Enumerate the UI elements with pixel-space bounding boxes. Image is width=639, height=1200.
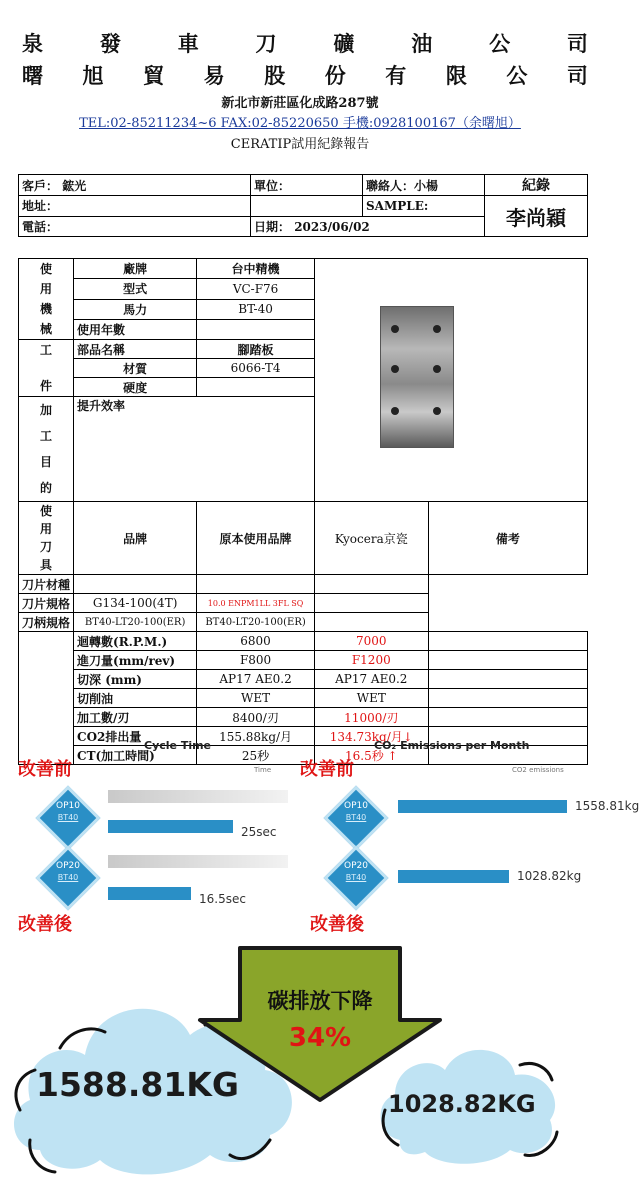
report-title: CERATIP試用紀錄報告 [230, 137, 370, 152]
bolt-icon [391, 325, 399, 333]
side-label-char: 工 [40, 429, 53, 443]
tool-row [19, 594, 588, 613]
chart-bar [108, 820, 233, 833]
machine-row-value: VC-F76 [197, 279, 315, 299]
workpiece-row-value: 6066-T4 [197, 359, 315, 378]
address-cell: 地址： [19, 196, 251, 217]
tool-row-original: G134-100(4T) [74, 594, 197, 613]
chart-legend-co2: CO2 emissions [512, 766, 564, 774]
machine-row-value [197, 319, 315, 339]
tool-row-label: 加工數/刃 [74, 708, 197, 727]
arrow-percent: 34% [288, 1023, 352, 1053]
tool-row [19, 613, 588, 632]
company-char: 發 [99, 31, 121, 56]
company-char: 易 [203, 63, 225, 88]
tool-row-remarks [428, 670, 587, 689]
company-address: 新北市新莊區化成路287號 [221, 96, 379, 111]
company-char: 限 [445, 63, 467, 88]
tools-header-kyocera: Kyocera京瓷 [314, 502, 428, 575]
tool-side-empty [19, 689, 74, 708]
company-char: 貿 [143, 63, 165, 88]
machine-row-label: 馬力 [74, 299, 197, 319]
tool-row-original: AP17 AE0.2 [197, 670, 315, 689]
tool-row [19, 575, 588, 594]
tool-row-kyocera: 16.5秒 ↑ [314, 746, 428, 765]
tool-row-original: 155.88kg/月 [197, 727, 315, 746]
company-char: 公 [506, 63, 528, 88]
main-table [18, 258, 588, 765]
chart-value-label: 1028.82kg [517, 869, 582, 883]
tool-row-label: 進刀量(mm/rev) [74, 651, 197, 670]
workpiece-row-label: 材質 [74, 359, 197, 378]
company-char: 份 [324, 63, 346, 88]
side-label-char: 機 [40, 302, 53, 316]
tool-side-empty [19, 651, 74, 670]
tool-row-kyocera: 10.0 ENPM1LL 3FL SQ [197, 594, 315, 613]
after-label: 改善後 [310, 914, 364, 935]
machine-row-label: 使用年數 [74, 319, 197, 339]
side-label-char: 具 [40, 558, 53, 572]
machine-row-label: 廠牌 [74, 259, 197, 279]
tool-row-original: 25秒 [197, 746, 315, 765]
chart-value-label: 25sec [241, 825, 277, 839]
purpose-value: 提升效率 [74, 397, 315, 502]
record-label: 紀錄 [485, 175, 588, 196]
contact-cell: 聯絡人：小楊 [363, 175, 485, 196]
bolt-icon [433, 325, 441, 333]
before-label: 改善前 [300, 759, 354, 780]
tools-header-brand: 品牌 [74, 502, 197, 575]
side-label-char: 用 [40, 522, 53, 536]
chart-bg-bar [108, 790, 288, 803]
address-empty [251, 196, 363, 217]
tool-row-kyocera: BT40-LT20-100(ER) [197, 613, 315, 632]
tool-row-original: BT40-LT20-100(ER) [74, 613, 197, 632]
chart-bar [398, 870, 509, 883]
company-name-2 [22, 60, 588, 90]
tool-row-label: CO2排出量 [74, 727, 197, 746]
company-char: 礦 [333, 31, 355, 56]
chart-title-cycle: Cycle Time [144, 739, 212, 752]
machine-row-value: 台中精機 [197, 259, 315, 279]
before-total-value: 1588.81KG [36, 1065, 239, 1104]
chart-bar [108, 887, 191, 900]
before-label: 改善前 [18, 759, 72, 780]
machine-row-value: BT-40 [197, 299, 315, 319]
tool-side-empty [19, 708, 74, 727]
purpose-side-label [19, 397, 74, 502]
info-table [18, 174, 588, 237]
tool-row-original [74, 575, 197, 594]
unit-cell: 單位： [251, 175, 363, 196]
tool-row-label: 切深 (mm) [74, 670, 197, 689]
company-name-1 [22, 28, 588, 58]
side-label-char: 目 [40, 455, 53, 469]
tool-row [19, 708, 588, 727]
workpiece-row-label: 硬度 [74, 378, 197, 397]
tool-row-remarks [428, 651, 587, 670]
customer-cell: 客戶： 鋐光 [19, 175, 251, 196]
contact-line[interactable]: TEL:02-85211234~6 FAX:02-85220650 手機:0928100167（余曙旭） [79, 116, 521, 131]
chart-legend-cycle: Time [254, 766, 272, 774]
tool-row-label: 切削油 [74, 689, 197, 708]
workpiece-row-label: 部品名稱 [74, 340, 197, 359]
side-label-char: 使 [40, 504, 53, 518]
op10-label: OP10 BT40 [344, 801, 368, 822]
side-label-char: 用 [40, 282, 53, 296]
side-label-char: 刀 [40, 540, 53, 554]
company-char: 公 [489, 31, 511, 56]
tool-side-empty [19, 727, 74, 746]
tool-row-label: 迴轉數(R.P.M.) [74, 632, 197, 651]
machine-row-label: 型式 [74, 279, 197, 299]
tool-row-original: 6800 [197, 632, 315, 651]
tool-row [19, 632, 588, 651]
recorder-name: 李尚穎 [485, 196, 588, 237]
tool-row-label: 刀片規格 [19, 594, 74, 613]
tools-header-remarks: 備考 [428, 502, 587, 575]
tool-row-kyocera [197, 575, 315, 594]
phone-cell: 電話： [19, 216, 251, 237]
tool-row-remarks [314, 594, 428, 613]
tool-row-label: 刀片材種 [19, 575, 74, 594]
company-contact [0, 112, 600, 131]
side-label-char: 使 [40, 262, 53, 276]
company-char: 刀 [255, 31, 277, 56]
tools-header-original: 原本使用品牌 [197, 502, 315, 575]
company-char: 泉 [22, 31, 43, 56]
chart-title-co2: CO₂ Emissions per Month [374, 739, 530, 752]
chart-value-label: 16.5sec [199, 892, 246, 906]
tool-row-remarks [428, 689, 587, 708]
tool-row-kyocera: F1200 [314, 651, 428, 670]
chart-bg-bar [108, 855, 288, 868]
workpiece-side-label [19, 340, 74, 397]
date-cell: 日期： 2023/06/02 [251, 216, 485, 237]
op20-label: OP20 BT40 [344, 861, 368, 882]
op20-label: OP20 BT40 [56, 861, 80, 882]
company-char: 旭 [82, 63, 104, 88]
bolt-icon [391, 407, 399, 415]
chart-bar [398, 800, 567, 813]
tool-row-remarks [428, 632, 587, 651]
tool-row-kyocera: AP17 AE0.2 [314, 670, 428, 689]
company-char: 油 [411, 31, 433, 56]
tools-side-label [19, 502, 74, 575]
op10-label: OP10 BT40 [56, 801, 80, 822]
side-label-char: 械 [40, 322, 53, 336]
company-char: 車 [177, 31, 199, 56]
bolt-icon [433, 407, 441, 415]
side-label-char: 工 [40, 343, 53, 357]
machine-side-label [19, 259, 74, 340]
tool-row [19, 670, 588, 689]
tool-row-kyocera: 7000 [314, 632, 428, 651]
arrow-title: 碳排放下降 [267, 989, 373, 1013]
tool-side-empty [19, 632, 74, 651]
company-char: 股 [264, 63, 286, 88]
tool-row-kyocera: 134.73kg/月↓ [314, 727, 428, 746]
side-label-char: 件 [40, 379, 53, 393]
tool-row-remarks [314, 575, 428, 594]
tool-row-remarks [428, 708, 587, 727]
tool-row-label: CT(加工時間) [74, 746, 197, 765]
tool-row-original: 8400/刃 [197, 708, 315, 727]
tool-row-kyocera: 11000/刃 [314, 708, 428, 727]
tool-row-remarks [314, 613, 428, 632]
side-label-char [22, 359, 70, 377]
tool-row-original: F800 [197, 651, 315, 670]
side-label-char: 加 [40, 403, 53, 417]
sample-cell: SAMPLE: [363, 196, 485, 217]
workpiece-row-value: 腳踏板 [197, 340, 315, 359]
tool-row [19, 689, 588, 708]
tool-side-empty [19, 670, 74, 689]
company-char: 曙 [22, 63, 43, 88]
after-label: 改善後 [18, 914, 72, 935]
tool-row-original: WET [197, 689, 315, 708]
bolt-icon [433, 365, 441, 373]
bolt-icon [391, 365, 399, 373]
workpiece-row-value [197, 378, 315, 397]
chart-value-label: 1558.81kg [575, 799, 639, 813]
tool-row [19, 651, 588, 670]
company-char: 司 [566, 63, 588, 88]
after-total-value: 1028.82KG [388, 1090, 536, 1118]
tool-row-label: 刀柄規格 [19, 613, 74, 632]
workpiece-photo [380, 306, 454, 448]
company-char: 司 [566, 31, 588, 56]
tool-row-kyocera: WET [314, 689, 428, 708]
company-char: 有 [385, 63, 407, 88]
side-label-char: 的 [40, 481, 53, 495]
